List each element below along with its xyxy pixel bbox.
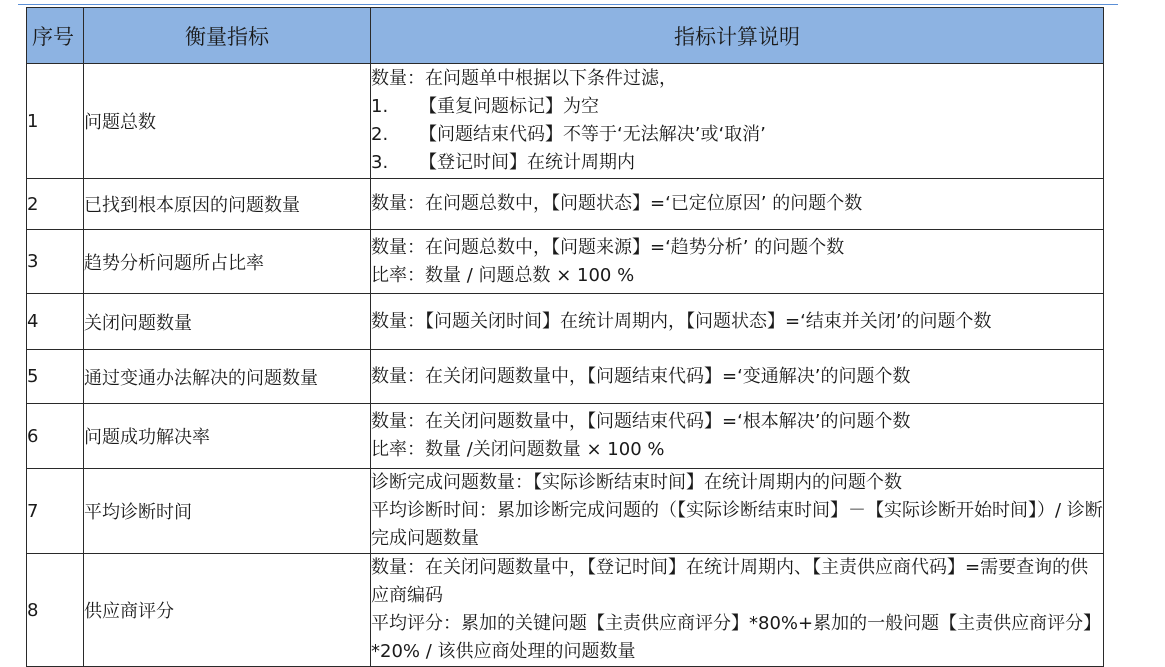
list-number: 2. <box>371 124 389 145</box>
desc-line: 平均诊断时间：累加诊断完成问题的（【实际诊断结束时间】－【实际诊断开始时间】）/ 诊断完成问题数量 <box>371 500 1103 549</box>
desc-line: 数量：在关闭问题数量中，【问题结束代码】=‘变通解决’的问题个数 <box>371 365 911 387</box>
row-no: 5 <box>27 350 84 404</box>
row-desc <box>371 554 1104 667</box>
desc-line: 数量：在问题总数中，【问题状态】=‘已定位原因’ 的问题个数 <box>371 193 863 214</box>
row-metric: 问题成功解决率 <box>84 404 371 469</box>
desc-list-item <box>371 149 1103 177</box>
row-metric: 问题总数 <box>84 64 371 179</box>
row-no: 3 <box>27 230 84 294</box>
header-row <box>27 8 1104 64</box>
desc-list-item <box>371 121 1103 149</box>
row-metric: 平均诊断时间 <box>84 469 371 554</box>
list-number: 3. <box>371 152 389 173</box>
desc-line: 平均评分：累加的关键问题【主责供应商评分】*80%+累加的一般问题【主责供应商评分】*20% / 该供应商处理的问题数量 <box>371 613 1102 662</box>
row-no: 8 <box>27 554 84 667</box>
top-rule <box>18 4 1118 5</box>
row-no: 6 <box>27 404 84 469</box>
row-desc <box>371 294 1104 350</box>
list-text: 【登记时间】在统计周期内 <box>419 152 635 173</box>
row-no: 4 <box>27 294 84 350</box>
row-desc <box>371 469 1104 554</box>
row-desc <box>371 350 1104 404</box>
row-desc <box>371 230 1104 294</box>
row-no: 1 <box>27 64 84 179</box>
list-text: 【问题结束代码】不等于‘无法解决’或‘取消’ <box>419 124 766 145</box>
table-row <box>27 294 1104 350</box>
table-row <box>27 469 1104 554</box>
row-desc <box>371 179 1104 230</box>
desc-line: 数量：【问题关闭时间】在统计周期内，【问题状态】=‘结束并关闭’的问题个数 <box>371 310 992 332</box>
table-row <box>27 404 1104 469</box>
row-no: 2 <box>27 179 84 230</box>
row-desc <box>371 404 1104 469</box>
header-col-no: 序号 <box>27 8 84 64</box>
list-text: 【重复问题标记】为空 <box>419 96 599 117</box>
desc-line: 比率：数量 / 问题总数 × 100 % <box>371 264 635 286</box>
header-col-desc: 指标计算说明 <box>371 8 1104 64</box>
row-metric: 供应商评分 <box>84 554 371 667</box>
desc-list-item <box>371 93 1103 121</box>
desc-line: 比率：数量 /关闭问题数量 × 100 % <box>371 439 665 460</box>
list-number: 1. <box>371 96 389 117</box>
desc-line: 诊断完成问题数量：【实际诊断结束时间】在统计周期内的问题个数 <box>371 472 902 493</box>
table-row <box>27 64 1104 179</box>
row-metric: 关闭问题数量 <box>84 294 371 350</box>
table-row <box>27 350 1104 404</box>
table-row <box>27 554 1104 667</box>
row-metric: 通过变通办法解决的问题数量 <box>84 350 371 404</box>
metrics-table <box>26 7 1104 667</box>
row-metric: 已找到根本原因的问题数量 <box>84 179 371 230</box>
header-col-metric: 衡量指标 <box>84 8 371 64</box>
row-no: 7 <box>27 469 84 554</box>
desc-line: 数量：在关闭问题数量中，【登记时间】在统计周期内、【主责供应商代码】=需要查询的供应商编码 <box>371 557 1089 606</box>
table-row <box>27 179 1104 230</box>
row-metric: 趋势分析问题所占比率 <box>84 230 371 294</box>
table-row <box>27 230 1104 294</box>
desc-line: 数量：在问题单中根据以下条件过滤， <box>371 68 677 89</box>
desc-line: 数量：在关闭问题数量中，【问题结束代码】=‘根本解决’的问题个数 <box>371 411 911 432</box>
row-desc <box>371 64 1104 179</box>
desc-line: 数量：在问题总数中，【问题来源】=‘趋势分析’ 的问题个数 <box>371 236 845 258</box>
